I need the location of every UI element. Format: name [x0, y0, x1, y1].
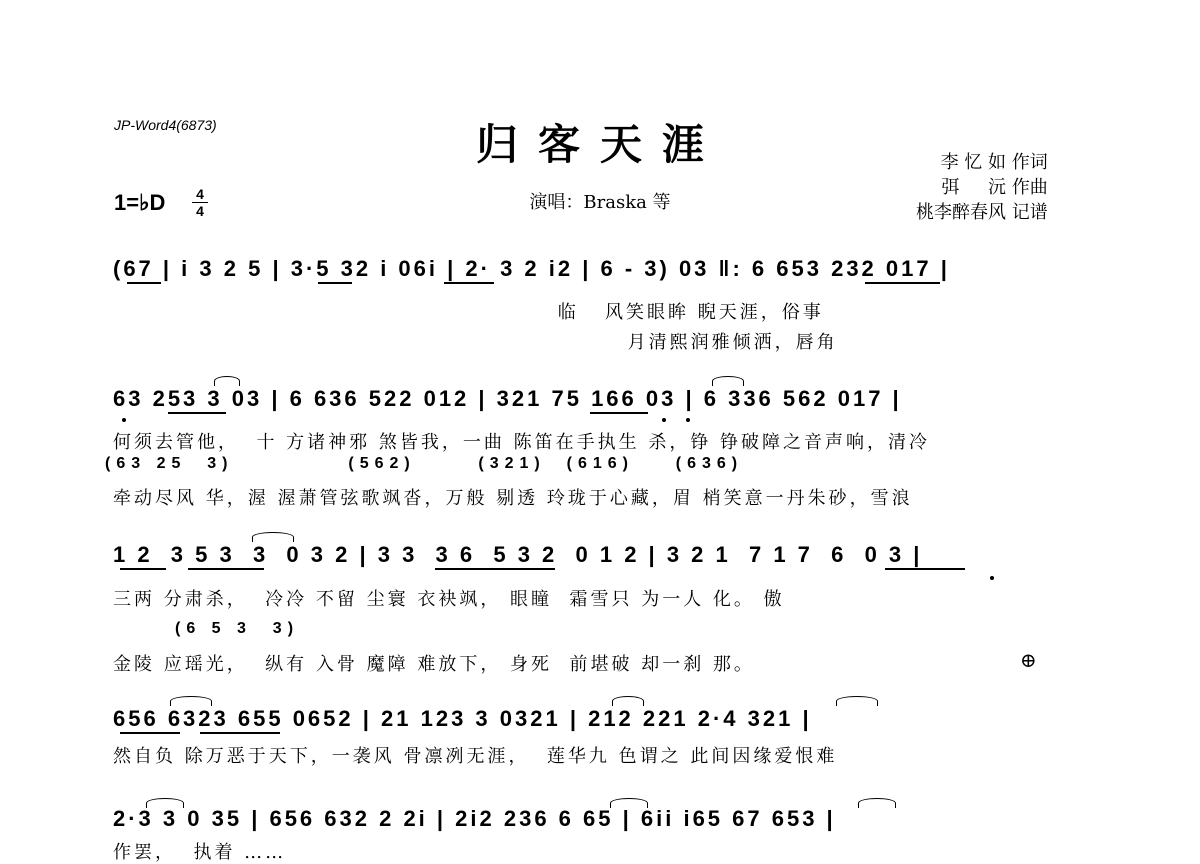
underline — [885, 568, 965, 570]
slur — [214, 376, 240, 386]
underline — [127, 282, 161, 284]
lyric-row-3a: 三两 分肃杀， 冷冷 不留 尘寰 衣袂飒， 眼瞳 霜雪只 为一人 化。 傲 — [113, 589, 785, 610]
slur — [610, 798, 648, 808]
notation-row-4: 656 6323 655 0652 | 21 123 3 0321 | 212 221 2·4 321 | — [113, 706, 812, 731]
lyric-row-1a: 临 风笑眼眸 睨天涯，俗事 — [113, 302, 824, 323]
alt-notes-row-3: (6 5 3 3) — [175, 620, 300, 637]
underline — [444, 282, 494, 284]
underline — [435, 568, 555, 570]
underline — [120, 732, 180, 734]
source-label: JP-Word4(6873) — [114, 117, 217, 133]
lyric-row-2b: 牵动尽风 华，渥 渥萧管弦歌飒沓，万般 剔透 玲珑于心藏，眉 梢笑意一丹朱砂，雪浪 — [113, 488, 913, 509]
song-title: 归客天涯 — [475, 120, 724, 169]
slur — [712, 376, 744, 386]
slur — [858, 798, 896, 808]
lyric-row-5: 作罢， 执着 …… — [113, 842, 287, 863]
credits: 李 忆 如 作词 弭 沅 作曲 桃李醉春风 记谱 — [916, 152, 1048, 223]
slur — [612, 696, 644, 706]
notation-row-3: 1 2 3 5 3 3 0 3 2 | 3 3 3 6 5 3 2 0 1 2 | 3 2 1 7 1 7 6 0 3 | — [113, 542, 923, 567]
low-dot — [686, 418, 690, 422]
time-bottom: 4 — [192, 202, 208, 219]
alt-notes-row-2: (63 25 3) (562) (321) (616) (636) — [105, 455, 744, 472]
coda-icon: ⊕ — [1020, 648, 1037, 672]
slur — [146, 798, 184, 808]
lyric-row-4: 然自负 除万恶于天下，一袭风 骨凛冽无涯， 莲华九 色谓之 此间因缘爱恨难 — [113, 746, 838, 767]
notation-row-5: 2·3 3 0 35 | 656 632 2 2i | 2i2 236 6 65 | 6ii i65 67 653 | — [113, 806, 836, 831]
notation-row-1: (67 | i 3 2 5 | 3·5 32 i 06i | 2· 3 2 i2 | 6 - 3) 03 ‖: 6 653 232 017 | — [113, 256, 950, 281]
underline — [188, 568, 264, 570]
low-dot — [122, 418, 126, 422]
lyric-row-3b: 金陵 应瑶光， 纵有 入骨 魔障 难放下， 身死 前堪破 却一刹 那。 — [113, 654, 755, 675]
time-signature — [192, 186, 208, 219]
underline — [200, 732, 280, 734]
low-dot — [662, 418, 666, 422]
underline — [865, 282, 940, 284]
underline — [168, 412, 226, 414]
singer-line: 演唱：Braska 等 — [529, 192, 671, 213]
lyric-row-2a: 何须去管他， 十 方诸神邪 煞皆我，一曲 陈笛在手执生 杀，铮 铮破障之音声响，清冷 — [113, 432, 931, 453]
key-signature: 1=♭D — [114, 190, 166, 215]
low-dot — [990, 576, 994, 580]
slur — [170, 696, 212, 706]
underline — [590, 412, 648, 414]
lyric-row-1b: 月清熙润雅倾洒，唇角 — [113, 332, 838, 353]
slur — [836, 696, 878, 706]
underline — [318, 282, 352, 284]
slur — [252, 532, 294, 542]
notation-row-2: 63 253 3 03 | 6 636 522 012 | 321 75 166 03 | 6 336 562 017 | — [113, 386, 902, 411]
time-top: 4 — [196, 186, 204, 202]
underline — [120, 568, 166, 570]
